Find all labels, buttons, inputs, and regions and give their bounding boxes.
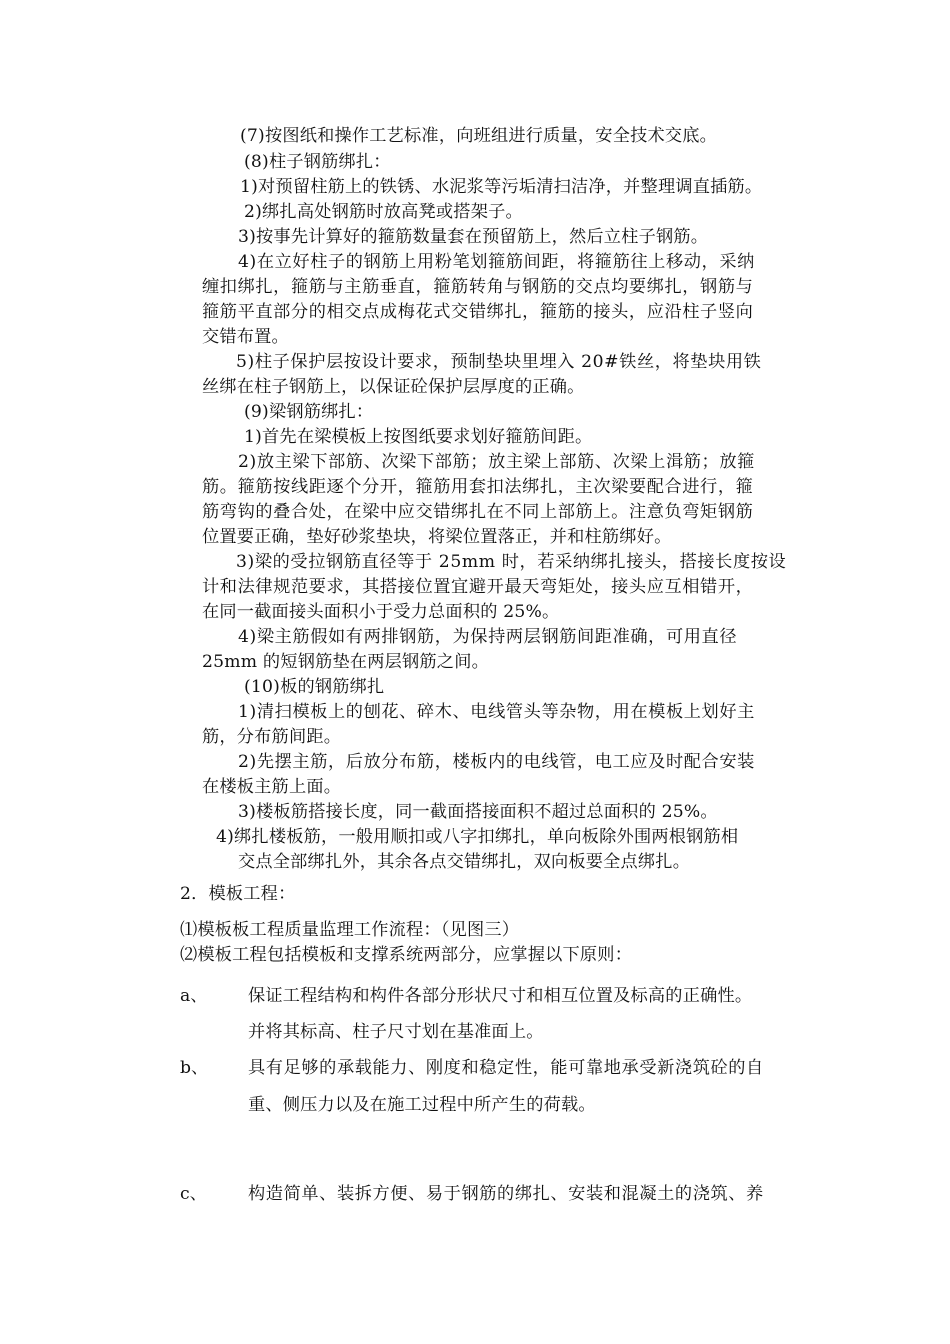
text-line: 1)首先在梁模板上按图纸要求划好箍筋间距。 [244,427,593,447]
text-line: 缠扣绑扎，箍筋与主筋垂直，箍筋转角与钢筋的交点均要绑扎，钢筋与 [202,277,754,297]
text-line: 筋弯钩的叠合处，在梁中应交错绑扎在不同上部筋上。注意负弯矩钢筋 [202,502,754,522]
text-line: 4)在立好柱子的钢筋上用粉笔划箍筋间距，将箍筋往上移动，采纳 [238,252,755,272]
text-line: 交点全部绑扎外，其余各点交错绑扎，双向板要全点绑扎。 [238,852,691,872]
text-line: 1)清扫模板上的刨花、碎木、电线管头等杂物，用在模板上划好主 [238,702,755,722]
list-item-text: 重、侧压力以及在施工过程中所产生的荷载。 [248,1095,596,1115]
list-marker: a、 [180,986,208,1006]
text-line: 筋，分布筋间距。 [202,727,342,747]
text-line: 3)楼板筋搭接长度，同一截面搭接面积不超过总面积的 25%。 [238,802,718,822]
text-line: ⑴模板板工程质量监理工作流程：（见图三） [180,920,520,940]
text-line: 丝绑在柱子钢筋上，以保证砼保护层厚度的正确。 [202,377,585,397]
text-line: 2)先摆主筋，后放分布筋，楼板内的电线管，电工应及时配合安装 [238,752,755,772]
text-line: 箍筋平直部分的相交点成梅花式交错绑扎，箍筋的接头，应沿柱子竖向 [202,302,754,322]
text-line: 25mm 的短钢筋垫在两层钢筋之间。 [202,652,489,672]
text-line: (10)板的钢筋绑扎 [244,677,385,697]
text-line: 交错布置。 [202,327,289,347]
text-line: 在同一截面接头面积小于受力总面积的 25%。 [202,602,560,622]
list-item-text: 具有足够的承载能力、刚度和稳定性，能可靠地承受新浇筑砼的自 [248,1058,764,1078]
text-line: (8)柱子钢筋绑扎： [244,152,391,172]
text-line: 计和法律规范要求，其搭接位置宜避开最天弯矩处，接头应互相错开， [202,577,754,597]
text-line: 在楼板主筋上面。 [202,777,342,797]
text-line: (9)梁钢筋绑扎： [244,402,374,422]
text-line: 3)梁的受拉钢筋直径等于 25mm 时，若采纳绑扎接头，搭接长度按设 [236,552,787,572]
list-marker: c、 [180,1184,207,1204]
text-line: 2)放主梁下部筋、次梁下部筋；放主梁上部筋、次梁上湒筋；放箍 [238,452,755,472]
text-line: 3)按事先计算好的箍筋数量套在预留筋上，然后立柱子钢筋。 [238,227,709,247]
list-marker: b、 [180,1058,209,1078]
text-line: (7)按图纸和操作工艺标准，向班组进行质量，安全技术交底。 [240,126,718,146]
section-heading: 2．模板工程： [180,884,296,904]
text-line: 5)柱子保护层按设计要求，预制垫块里埋入 20#铁丝，将垫块用铁 [236,352,762,372]
list-item-text: 构造简单、装拆方便、易于钢筋的绑扎、安装和混凝土的浇筑、养 [248,1184,764,1204]
text-line: 4)绑扎楼板筋，一般用顺扣或八字扣绑扎，单向板除外围两根钢筋相 [216,827,739,847]
text-line: 位置要正确，垫好砂浆垫块，将梁位置落正，并和柱筋绑好。 [202,527,672,547]
text-line: 筋。箍筋按线距逐个分开，箍筋用套扣法绑扎，主次梁要配合进行，箍 [202,477,754,497]
list-item-text: 保证工程结构和构件各部分形状尺寸和相互位置及标高的正确性。 [248,986,753,1006]
list-item-text: 并将其标高、柱子尺寸划在基准面上。 [248,1022,544,1042]
text-line: 4)梁主筋假如有两排钢筋，为保持两层钢筋间距准确，可用直径 [238,627,738,647]
text-line: 1)对预留柱筋上的铁锈、水泥浆等污垢清扫洁净，并整理调直插筋。 [240,177,763,197]
text-line: 2)绑扎高处钢筋时放高凳或搭架子。 [244,202,523,222]
text-line: ⑵模板工程包括模板和支撑系统两部分，应掌握以下原则： [180,945,633,965]
